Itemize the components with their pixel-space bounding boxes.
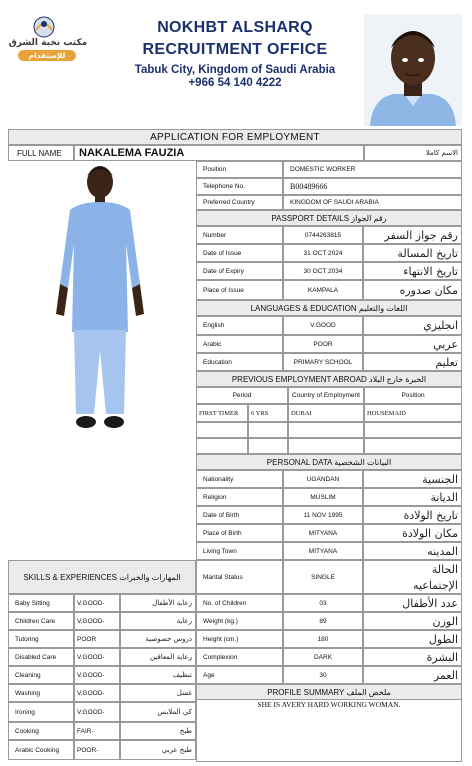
- profile-summary-text: SHE IS AVERY HARD WORKING WOMAN.: [257, 700, 401, 709]
- nationality-label: Nationality: [196, 470, 283, 488]
- employment-country: DUBAI: [288, 404, 364, 422]
- english-label: English: [196, 316, 283, 335]
- skill-washing-value: V.GOOD-: [74, 684, 120, 702]
- employment-empty-cell: [196, 422, 248, 438]
- profile-summary-box: [196, 700, 462, 762]
- date-of-birth-label-ar: تاريخ الولادة: [363, 506, 462, 524]
- telephone-label: Telephone No.: [196, 178, 283, 195]
- telephone-value: B00489666: [283, 178, 462, 195]
- height-value: 180: [283, 630, 363, 648]
- position-label: Position: [196, 161, 283, 178]
- age-label-ar: العمر: [363, 666, 462, 684]
- skill-children-care-label-ar: رعاية: [120, 612, 196, 630]
- skill-children-care-value: V.GOOD-: [74, 612, 120, 630]
- employment-empty-cell: [196, 438, 248, 454]
- complexion-label: Complexion: [196, 648, 283, 666]
- date-of-expiry-value: 30 OCT 2034: [283, 262, 363, 280]
- country-header: Country of Employment: [288, 387, 364, 404]
- skill-cleaning-label-ar: تنظيف: [120, 666, 196, 684]
- employment-empty-cell: [248, 438, 288, 454]
- nationality-value: UGANDAN: [283, 470, 363, 488]
- period-header: Period: [196, 387, 288, 404]
- employment-period-b: 6 YRS: [248, 404, 288, 422]
- skill-cooking-label-ar: طبخ: [120, 722, 196, 740]
- date-of-birth-value: 11 NOV 1995: [283, 506, 363, 524]
- marital-status-value: SINGLE: [283, 560, 363, 594]
- english-label-ar: انجليزي: [363, 316, 462, 335]
- marital-status-label: Marital Status: [196, 560, 283, 594]
- application-title: APPLICATION FOR EMPLOYMENT: [8, 129, 462, 145]
- passport-number-label-ar: رقم جواز السفر: [363, 226, 462, 244]
- arabic-label-ar: عربي: [363, 335, 462, 353]
- skill-children-care-label: Children Care: [8, 612, 74, 630]
- place-of-birth-label: Place of Birth: [196, 524, 283, 542]
- weight-value: 89: [283, 612, 363, 630]
- weight-label: Weight (kg.): [196, 612, 283, 630]
- english-value: V.GOOD: [283, 316, 363, 335]
- skill-arabic-cooking-value: POOR-: [74, 740, 120, 760]
- age-label: Age: [196, 666, 283, 684]
- full-name-label-ar: الاسم كاملا: [364, 145, 462, 161]
- employment-empty-cell: [248, 422, 288, 438]
- skill-cleaning-label: Cleaning: [8, 666, 74, 684]
- position-header: Position: [364, 387, 462, 404]
- place-of-birth-label-ar: مكان الولادة: [363, 524, 462, 542]
- preferred-country-label: Preferred Country: [196, 195, 283, 210]
- religion-label-ar: الديانة: [363, 488, 462, 506]
- education-label: Education: [196, 353, 283, 371]
- skill-ironing-label-ar: كي الملابس: [120, 702, 196, 722]
- living-town-label: Living Town: [196, 542, 283, 560]
- logo-text-ar: مكتب نخبة الشرق: [8, 38, 88, 48]
- skill-baby-sitting-label-ar: رعاية الأطفال: [120, 594, 196, 612]
- employment-position: HOUSEMAID: [364, 404, 462, 422]
- skill-ironing-label: Ironing: [8, 702, 74, 722]
- age-value: 30: [283, 666, 363, 684]
- arabic-value: POOR: [283, 335, 363, 353]
- nationality-label-ar: الجنسية: [363, 470, 462, 488]
- marital-status-label-ar-line2: الإجتماعيه: [363, 577, 462, 594]
- languages-education-heading: LANGUAGES & EDUCATION اللغات والتعليم: [196, 300, 462, 316]
- employment-empty-cell: [288, 422, 364, 438]
- living-town-value: MITYANA: [283, 542, 363, 560]
- weight-label-ar: الوزن: [363, 612, 462, 630]
- previous-employment-heading: PREVIOUS EMPLOYMENT ABROAD الخبرة خارج البلاد: [196, 371, 462, 387]
- preferred-country-value: KINGDOM OF SAUDI ARABIA: [283, 195, 462, 210]
- company-phone: +966 54 140 4222: [188, 77, 282, 89]
- skill-arabic-cooking-label: Arabic Cooking: [8, 740, 74, 760]
- passport-details-heading: PASSPORT DETAILS رقم الجواز: [196, 210, 462, 226]
- position-value: DOMESTIC WORKER: [283, 161, 462, 178]
- children-label: No. of Children: [196, 594, 283, 612]
- skill-baby-sitting-label: Baby Sitting: [8, 594, 74, 612]
- logo-emblem-icon: [30, 16, 58, 38]
- company-city: Tabuk City, Kingdom of Saudi Arabia: [134, 64, 336, 76]
- religion-label: Religion: [196, 488, 283, 506]
- employment-period-a: FIRST TIMER: [196, 404, 248, 422]
- skill-disabled-care-value: V.GOOD-: [74, 648, 120, 666]
- full-body-photo: [40, 164, 160, 440]
- skill-arabic-cooking-label-ar: طبخ عربي: [120, 740, 196, 760]
- children-label-ar: عدد الأطفال: [363, 594, 462, 612]
- skill-washing-label-ar: غسل: [120, 684, 196, 702]
- arabic-label: Arabic: [196, 335, 283, 353]
- complexion-label-ar: البشرة: [363, 648, 462, 666]
- place-of-issue-label: Place of Issue: [196, 280, 283, 300]
- skill-ironing-value: V.GOOD-: [74, 702, 120, 722]
- skill-tutoring-label: Tutoring: [8, 630, 74, 648]
- height-label-ar: الطول: [363, 630, 462, 648]
- office-name: RECRUITMENT OFFICE: [142, 41, 328, 58]
- skill-tutoring-value: POOR: [74, 630, 120, 648]
- passport-number-label: Number: [196, 226, 283, 244]
- date-of-issue-label: Date of Issue: [196, 244, 283, 262]
- skill-washing-label: Washing: [8, 684, 74, 702]
- header-block: [90, 18, 380, 89]
- education-label-ar: تعليم: [363, 353, 462, 371]
- skill-disabled-care-label-ar: رعاية المعاقين: [120, 648, 196, 666]
- date-of-issue-value: 31 OCT 2024: [283, 244, 363, 262]
- place-of-issue-label-ar: مكان صدوره: [363, 280, 462, 300]
- skill-cooking-label: Cooking: [8, 722, 74, 740]
- passport-number-value: 0744263815: [283, 226, 363, 244]
- headshot-photo: [364, 14, 462, 126]
- skill-cooking-value: FAIR-: [74, 722, 120, 740]
- company-logo: [8, 16, 88, 62]
- height-label: Height (cm.): [196, 630, 283, 648]
- employment-empty-cell: [364, 422, 462, 438]
- place-of-issue-value: KAMPALA: [283, 280, 363, 300]
- skills-heading: SKILLS & EXPERIENCES المهارات والخبرات: [8, 560, 196, 594]
- full-name-label: FULL NAME: [8, 145, 74, 161]
- company-name: NOKHBT ALSHARQ: [157, 19, 313, 36]
- living-town-label-ar: المدينه: [363, 542, 462, 560]
- marital-status-label-ar: الحالة: [363, 560, 462, 578]
- employment-empty-cell: [364, 438, 462, 454]
- date-of-issue-label-ar: تاريخ المسالة: [363, 244, 462, 262]
- complexion-value: DARK: [283, 648, 363, 666]
- skill-cleaning-value: V.GOOD-: [74, 666, 120, 684]
- employment-empty-cell: [288, 438, 364, 454]
- date-of-expiry-label: Date of Expiry: [196, 262, 283, 280]
- education-value: PRIMARY SCHOOL: [283, 353, 363, 371]
- skill-baby-sitting-value: V.GOOD-: [74, 594, 120, 612]
- place-of-birth-value: MITYANA: [283, 524, 363, 542]
- logo-sub-ar: للإستقدام: [18, 50, 76, 61]
- children-value: 03: [283, 594, 363, 612]
- religion-value: MUSLIM: [283, 488, 363, 506]
- personal-data-heading: PERSONAL DATA البيانات الشخصية: [196, 454, 462, 470]
- date-of-expiry-label-ar: تاريخ الانتهاء: [363, 262, 462, 280]
- skill-disabled-care-label: Disabled Care: [8, 648, 74, 666]
- profile-summary-heading: PROFILE SUMMARY ملخص الملف: [196, 684, 462, 700]
- skill-tutoring-label-ar: دروس خصوصية: [120, 630, 196, 648]
- full-name-value: NAKALEMA FAUZIA: [74, 145, 364, 161]
- date-of-birth-label: Date of Birth: [196, 506, 283, 524]
